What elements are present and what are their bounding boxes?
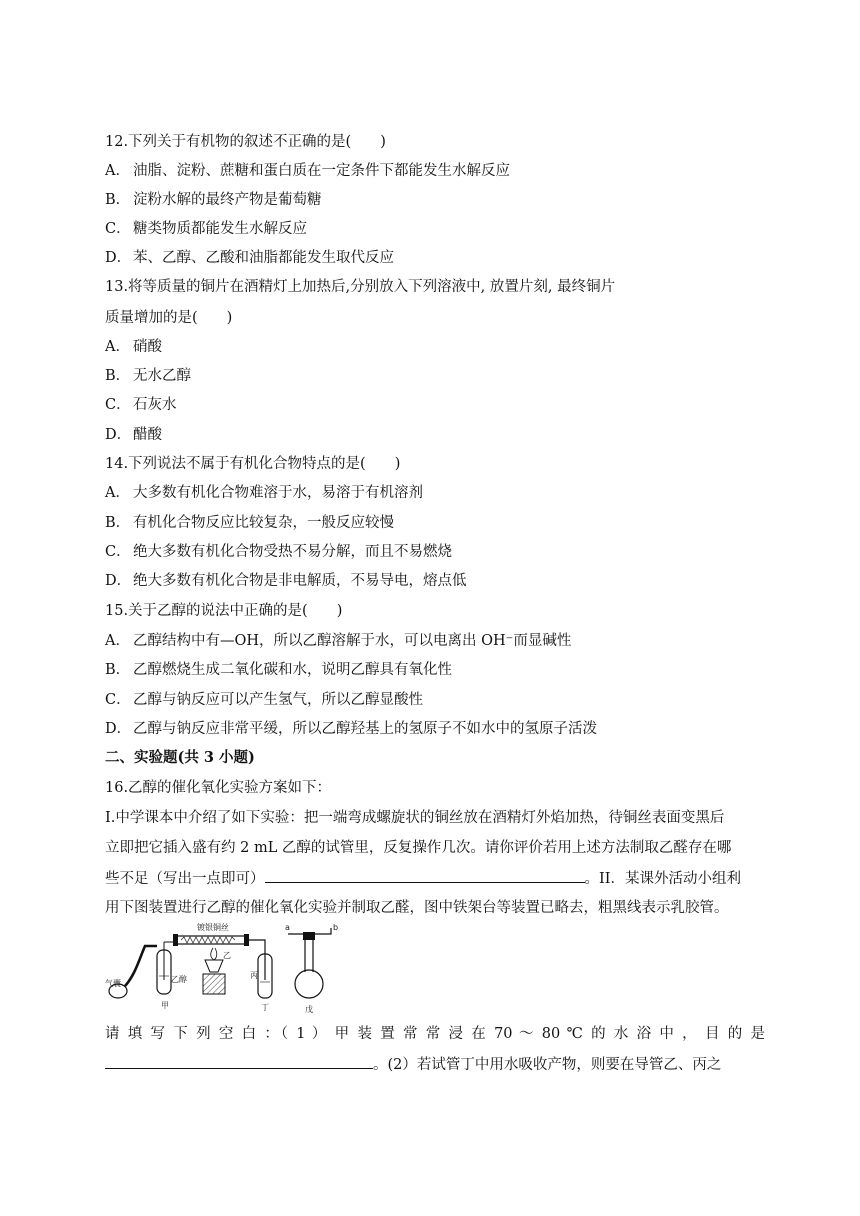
option-letter: A．	[105, 339, 130, 355]
label-bing: 丙	[250, 971, 258, 980]
option-text: 乙醇结构中有—OH，所以乙醇溶解于水，可以电离出 OH⁻而显碱性	[133, 633, 572, 649]
q13-option-a	[105, 337, 765, 357]
lamp-base	[203, 974, 225, 994]
option-text: 糖类物质都能发生水解反应	[133, 221, 307, 237]
q13-stem-continued: 质量增加的是( )	[105, 310, 233, 326]
round-flask-wu	[295, 970, 323, 998]
q15-option-b	[105, 660, 765, 680]
stopper-left	[173, 934, 178, 946]
option-text: 淀粉水解的最终产物是葡萄糖	[133, 192, 322, 208]
option-letter: C．	[105, 397, 131, 413]
q16-text: 。(2）若试管丁中用水吸收产物，则要在导管乙、丙之	[373, 1057, 722, 1073]
stopper-wu	[303, 932, 315, 940]
label-jia: 甲	[161, 1001, 169, 1010]
apparatus-diagram	[105, 920, 345, 1020]
q13-option-d	[105, 425, 765, 445]
q12-option-d	[105, 248, 765, 268]
label-b: b	[333, 923, 339, 932]
option-text: 石灰水	[133, 397, 177, 413]
q14-option-b	[105, 513, 765, 533]
option-text: 乙醇与钠反应可以产生氢气，所以乙醇显酸性	[133, 692, 423, 708]
q14-option-a	[105, 483, 765, 503]
option-text: 大多数有机化合物难溶于水，易溶于有机溶剂	[133, 485, 423, 501]
option-letter: D．	[105, 427, 132, 443]
option-letter: C．	[105, 221, 131, 237]
option-text: 绝大多数有机化合物受热不易分解，而且不易燃烧	[133, 544, 452, 560]
q16-text: 些不足（写出一点即可）	[105, 871, 265, 887]
option-letter: D．	[105, 721, 132, 737]
q12-option-b	[105, 190, 765, 210]
q15-option-a	[105, 631, 765, 651]
option-letter: A．	[105, 163, 130, 179]
option-text: 醋酸	[133, 427, 162, 443]
option-letter: C．	[105, 544, 131, 560]
label-ding: 丁	[261, 1003, 269, 1012]
label-yi: 乙	[223, 951, 231, 960]
option-text: 乙醇燃烧生成二氧化碳和水，说明乙醇具有氧化性	[133, 662, 452, 678]
option-letter: B．	[105, 192, 131, 208]
label-copper-wire: 镀银铜丝	[197, 923, 229, 932]
q12-option-c	[105, 219, 765, 239]
option-text: 苯、乙醇、乙酸和油脂都能发生取代反应	[133, 250, 394, 266]
option-letter: D．	[105, 250, 132, 266]
apparatus-figure	[105, 920, 345, 1020]
option-letter: C．	[105, 692, 131, 708]
q14-option-c	[105, 542, 765, 562]
option-letter: B．	[105, 515, 131, 531]
option-letter: D．	[105, 573, 132, 589]
q12-option-a	[105, 161, 765, 181]
rubber-tube	[125, 946, 157, 986]
q13-option-b	[105, 366, 765, 386]
option-text: 无水乙醇	[133, 368, 191, 384]
lamp-cap	[205, 960, 223, 972]
q16-paragraph-line-4: 用下图装置进行乙醇的催化氧化实验并制取乙醛，图中铁架台等装置已略去，粗黑线表示乳胶管。	[105, 900, 729, 916]
option-letter: A．	[105, 633, 130, 649]
section-heading: 二、实验题(共 3 小题)	[105, 749, 255, 766]
copper-wire-coil	[181, 937, 235, 943]
q12-stem: 12.下列关于有机物的叙述不正确的是( )	[105, 134, 386, 150]
q16-paragraph-line-2: 立即把它插入盛有约 2 mL 乙醇的试管里，反复操作几次。请你评价若用上述方法制取乙醛存在哪	[105, 840, 732, 856]
q14-stem: 14.下列说法不属于有机化合物特点的是( )	[105, 456, 401, 472]
option-text: 油脂、淀粉、蔗糖和蛋白质在一定条件下都能发生水解反应	[133, 163, 510, 179]
answer-blank	[265, 868, 585, 883]
q15-option-c	[105, 690, 765, 710]
q15-stem: 15.关于乙醇的说法中正确的是( )	[105, 603, 343, 619]
option-text: 绝大多数有机化合物是非电解质，不易导电，熔点低	[133, 573, 467, 589]
q15-option-d	[105, 719, 765, 739]
flame	[211, 948, 217, 960]
q13-stem: 13.将等质量的铜片在酒精灯上加热后,分别放入下列溶液中, 放置片刻, 最终铜片	[105, 279, 616, 295]
q16-paragraph-line-6	[105, 1054, 765, 1075]
label-ethanol: 乙醇	[171, 975, 187, 984]
option-letter: A．	[105, 485, 130, 501]
q16-paragraph-line-3	[105, 868, 765, 889]
answer-blank	[105, 1054, 373, 1069]
q16-paragraph-line-1: I.中学课本中介绍了如下实验：把一端弯成螺旋状的铜丝放在酒精灯外焰加热，待铜丝表面变黑后	[105, 810, 725, 826]
label-wu: 戊	[305, 1005, 313, 1014]
q13-option-c	[105, 395, 765, 415]
q16-paragraph-line-5: 请 填 写 下 列 空 白 ：（ 1 ） 甲 装 置 常 常 浸 在 70 ～ 80 ℃ 的 水 浴 中 ， 目 的 是	[105, 1026, 765, 1042]
option-letter: B．	[105, 368, 131, 384]
q16-stem: 16.乙醇的催化氧化实验方案如下：	[105, 780, 332, 796]
q14-option-d	[105, 571, 765, 591]
label-airbag: 气囊	[105, 979, 121, 988]
stopper-right	[244, 934, 249, 946]
option-text: 硝酸	[133, 339, 162, 355]
label-a: a	[285, 923, 290, 932]
q16-text: 。II．某课外活动小组利	[584, 871, 741, 887]
option-text: 乙醇与钠反应非常平缓，所以乙醇羟基上的氢原子不如水中的氢原子活泼	[133, 721, 597, 737]
option-letter: B．	[105, 662, 131, 678]
option-text: 有机化合物反应比较复杂，一般反应较慢	[133, 515, 394, 531]
